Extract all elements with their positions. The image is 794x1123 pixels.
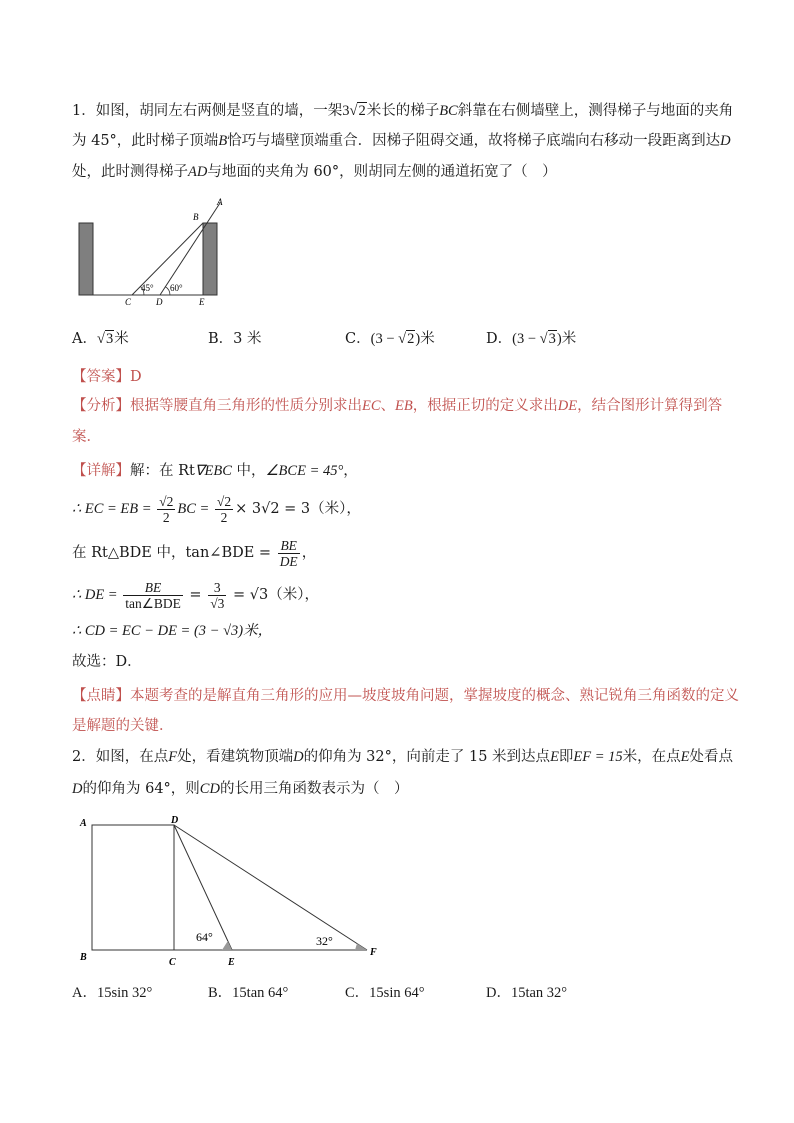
q1-analysis-line-2	[72, 428, 722, 446]
denominator: 2	[220, 509, 228, 525]
detail-text: 解：在 Rt	[130, 463, 195, 479]
comment-tag: 【点睛】	[72, 688, 130, 704]
label-f: F	[370, 947, 377, 958]
radicand: 2	[407, 331, 415, 347]
analysis-ec: EC	[362, 398, 381, 414]
left-wall	[79, 223, 93, 295]
label-e: E	[228, 957, 235, 968]
analysis-text: 案．	[72, 429, 101, 445]
label-d: D	[171, 815, 179, 826]
numerator: 3	[208, 580, 226, 596]
math: tan∠BDE =	[185, 545, 276, 561]
option-label: A．	[72, 331, 97, 347]
detail-angle: ∠BCE = 45°	[265, 463, 344, 479]
q1-ad: AD	[188, 164, 208, 180]
root: √3	[539, 331, 556, 347]
q1-b: B	[218, 133, 228, 149]
q2-stem-line-2	[72, 780, 722, 798]
radicand: 2	[358, 103, 366, 119]
q1-d: D	[720, 133, 731, 149]
q2-text: 处看点	[689, 749, 734, 765]
angle-60-label: 60°	[170, 283, 183, 293]
math: = √3（米），	[228, 587, 319, 603]
q2-option-c[interactable]: C．15sin 64°	[345, 985, 425, 1001]
q1-text: 与地面的夹角为 60°，则胡同左侧的通道拓宽了（ ）	[207, 164, 557, 180]
fraction	[215, 494, 233, 525]
numerator: √2	[216, 493, 232, 509]
angle-64-arc	[222, 941, 232, 950]
q2-text: 米，在点	[622, 749, 681, 765]
math: × 3√2 = 3（米），	[235, 501, 361, 517]
q2-stem-line-1	[72, 748, 734, 766]
detail-text: 中，	[231, 463, 266, 479]
unit: 米	[561, 331, 577, 347]
q2-option-a[interactable]: A．15sin 32°	[72, 985, 153, 1001]
q2-option-d[interactable]: D．15tan 32°	[486, 985, 568, 1001]
q1-detail-line-2	[72, 492, 722, 526]
q1-option-b[interactable]	[208, 330, 262, 348]
angle-32-arc	[355, 944, 367, 951]
q1-detail-line-3	[72, 536, 722, 570]
q1-text: 斜靠在右侧墙壁上，测得梯子与地面的夹角	[457, 103, 734, 119]
right-wall	[203, 223, 217, 295]
denominator: √3	[210, 595, 225, 611]
fraction	[208, 580, 226, 611]
q2-ef: EF = 15	[573, 749, 623, 765]
analysis-de: DE	[557, 398, 578, 414]
math: BC =	[177, 501, 213, 517]
q2-text: 的长用三角函数表示为（ ）	[219, 781, 409, 797]
denominator: DE	[279, 553, 298, 569]
option-label: C．	[345, 331, 371, 347]
math: =	[184, 587, 207, 603]
paren-open: (3 −	[370, 331, 399, 347]
option-value	[371, 330, 421, 347]
q2-e: E	[550, 749, 559, 765]
q2-text: 2．如图，在点	[72, 749, 169, 765]
q1-analysis-line-1	[72, 397, 722, 415]
numerator: BE	[123, 580, 183, 596]
analysis-eb: EB	[395, 398, 413, 414]
label-b: B	[193, 212, 199, 222]
paren-open: (3 −	[512, 331, 540, 347]
analysis-tag: 【分析】	[72, 398, 130, 414]
radicand: 3	[105, 331, 114, 347]
label-c: C	[169, 957, 176, 968]
detail-text: 故选：D．	[72, 654, 142, 670]
math: ∴ CD = EC − DE = (3 − √3)米，	[72, 623, 273, 639]
fraction	[123, 580, 183, 611]
q2-text: 即	[558, 749, 574, 765]
numerator: √2	[159, 493, 174, 509]
q2-figure	[72, 810, 392, 970]
q1-detail-line-5	[72, 622, 722, 640]
paren-close: )	[415, 331, 421, 347]
analysis-text: 根据等腰直角三角形的性质分别求出	[130, 398, 362, 414]
coef: 3	[342, 103, 350, 119]
label-c: C	[125, 297, 132, 307]
numerator: BE	[278, 538, 300, 554]
q2-d: D	[72, 781, 83, 797]
detail-text: ，	[343, 463, 358, 479]
q1-text: 恰巧与墙壁顶端重合．因梯子阻碍交通，故将梯子底端向右移动一段距离到达	[227, 133, 721, 149]
radicand: 3	[548, 331, 556, 347]
detail-text: 在 Rt△BDE 中，	[72, 545, 186, 561]
q1-bc: BC	[439, 103, 458, 119]
q2-text: 的仰角为 32°，向前走了 15 米到达点	[303, 749, 551, 765]
unit: 米	[420, 331, 435, 347]
unit: 米	[114, 331, 129, 347]
q1-detail-line-1	[72, 462, 722, 480]
analysis-sep: 、	[380, 398, 396, 414]
detail-triangle: ∇EBC	[194, 463, 232, 479]
q1-text: 米长的梯子	[366, 103, 440, 119]
comment-text: 本题考查的是解直角三角形的应用—坡度坡角问题，掌握坡度的概念、熟记锐角三角函数的定义	[130, 688, 739, 704]
angle-45-label: 45°	[141, 283, 154, 293]
fraction	[278, 538, 300, 569]
math: ∴ EC = EB =	[72, 501, 156, 517]
label-a: A	[217, 197, 223, 207]
q1-figure	[72, 195, 232, 310]
comment-text: 是解题的关键．	[72, 718, 174, 734]
q2-option-b[interactable]: B．15tan 64°	[208, 985, 289, 1001]
q1-option-d[interactable]	[486, 330, 576, 348]
q2-f: F	[168, 749, 178, 765]
paren-close: )	[556, 331, 562, 347]
q2-d: D	[293, 749, 304, 765]
q1-text: 为 45°，此时梯子顶端	[72, 133, 219, 149]
detail-tag: 【详解】	[72, 463, 130, 479]
q1-text: 处，此时测得梯子	[72, 164, 188, 180]
option-value	[512, 330, 562, 347]
q1-ladder-length: 3√2	[342, 103, 366, 119]
analysis-text: ，结合图形计算得到答	[577, 398, 723, 414]
angle-64-label: 64°	[196, 930, 213, 944]
q1-option-a[interactable]	[72, 330, 129, 348]
q1-detail-line-6	[72, 653, 722, 671]
q1-stem-line-2	[72, 132, 731, 150]
option-label: D．	[486, 331, 513, 347]
label-a: A	[80, 818, 87, 829]
denominator: tan∠BDE	[125, 595, 181, 611]
q2-cd: CD	[199, 781, 220, 797]
denominator: 2	[162, 509, 170, 525]
fraction	[157, 494, 175, 525]
option-value: 3 米	[233, 331, 262, 347]
option-value: √3	[96, 331, 114, 347]
q1-stem-line-3	[72, 163, 722, 181]
math: ∴ DE =	[72, 587, 122, 603]
q2-text: 的仰角为 64°，则	[82, 781, 200, 797]
q1-text: 1．如图，胡同左右两侧是竖直的墙，一架	[72, 103, 343, 119]
q2-text: 处，看建筑物顶端	[177, 749, 294, 765]
analysis-text: ，根据正切的定义求出	[412, 398, 558, 414]
building-abcd	[92, 825, 174, 950]
root: √2	[398, 331, 415, 347]
label-b: B	[80, 952, 87, 963]
q1-comment-line-2	[72, 717, 722, 735]
label-e: E	[199, 297, 205, 307]
q1-detail-line-4	[72, 578, 722, 612]
detail-text: ，	[301, 545, 317, 561]
q2-e: E	[680, 749, 690, 765]
q1-option-c[interactable]	[345, 330, 435, 348]
q1-answer	[72, 368, 722, 386]
q1-stem-line-1	[72, 102, 734, 120]
q1-comment-line-1	[72, 687, 739, 705]
label-d: D	[156, 297, 163, 307]
angle-32-label: 32°	[316, 934, 333, 948]
answer-tag: 【答案】	[72, 369, 130, 385]
option-label: B．	[208, 331, 234, 347]
answer-value: D	[130, 369, 142, 385]
